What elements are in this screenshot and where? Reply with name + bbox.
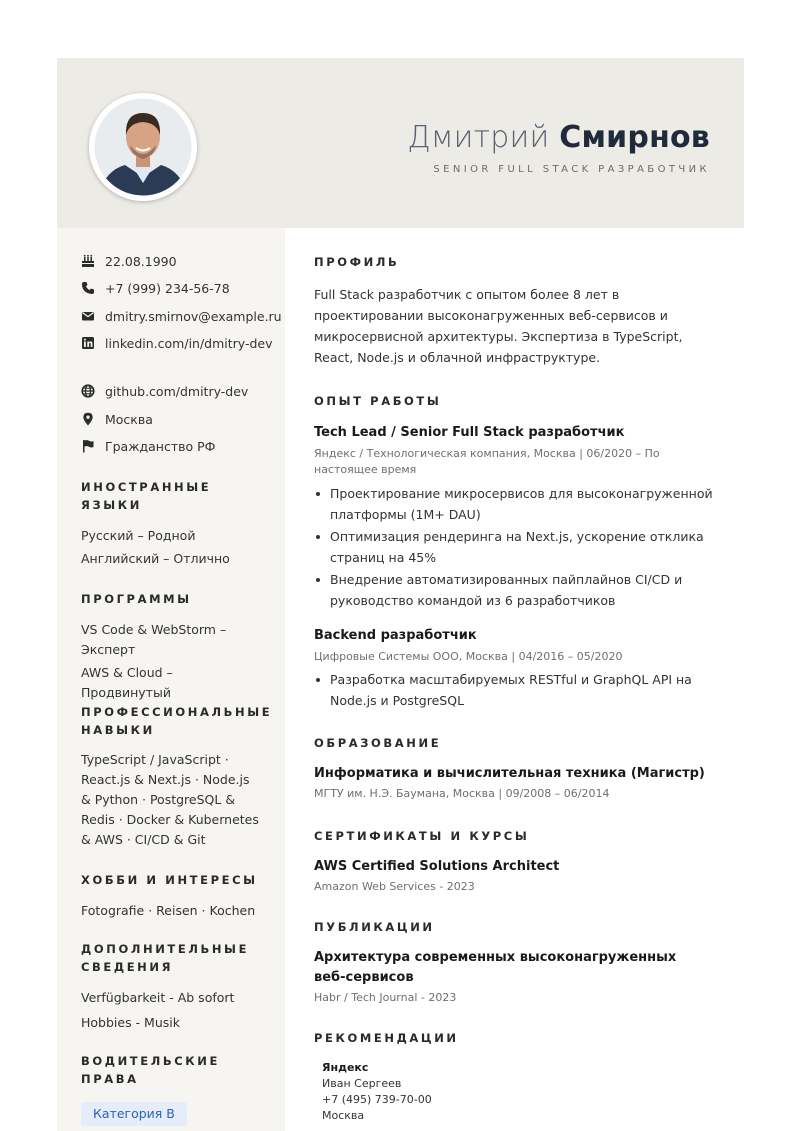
contact-phone[interactable]	[81, 279, 281, 299]
contact-birthdate	[81, 252, 281, 272]
language-item: Русский – Родной	[81, 528, 196, 543]
reference-person: Иван Сергеев	[322, 1077, 402, 1090]
license-badge: Категория B	[81, 1102, 187, 1126]
profile-text: Full Stack разработчик с опытом более 8 лет в проектировании высоконагруженных веб-сервисов и микросервисной архитектуры. Экспертиза в TypeScript, React, Node.js и облачной инфраструктуре.	[314, 287, 683, 365]
job-role: SENIOR FULL STACK РАЗРАБОТЧИК	[433, 164, 710, 175]
reference-city: Москва	[322, 1109, 365, 1122]
section-title-license: ВОДИТЕЛЬСКИЕ ПРАВА	[81, 1054, 220, 1086]
phone-icon	[81, 281, 95, 295]
job-title: Backend разработчик	[314, 628, 477, 643]
full-name	[407, 120, 710, 155]
resume-header	[57, 58, 744, 228]
sidebar	[57, 228, 285, 1131]
contact-text: +7 (999) 234-56-78	[105, 281, 230, 296]
first-name: Дмитрий	[407, 120, 550, 155]
hobbies-text: Fotografie · Reisen · Kochen	[81, 903, 256, 918]
avatar	[89, 93, 197, 201]
language-item: Английский – Отлично	[81, 551, 230, 566]
section-title-hobbies: ХОББИ И ИНТЕРЕСЫ	[81, 873, 258, 887]
job-bullet: Внедрение автоматизированных пайплайнов CI/CD и руководство командой из 6 разработчиков	[330, 569, 722, 611]
email-icon	[81, 309, 95, 323]
education-degree: Информатика и вычислительная техника (Магистр)	[314, 766, 705, 781]
flag-icon	[81, 439, 95, 453]
contact-text: linkedin.com/in/dmitry-dev	[105, 336, 273, 351]
location-pin-icon	[81, 412, 95, 426]
main-content	[285, 228, 744, 1131]
contact-text: github.com/dmitry-dev	[105, 384, 249, 399]
publication-meta: Habr / Tech Journal - 2023	[314, 991, 457, 1004]
contact-text: dmitry.smirnov@example.ru	[105, 309, 282, 324]
job-bullet: Проектирование микросервисов для высоконагруженной платформы (1M+ DAU)	[330, 483, 722, 525]
job-meta: Цифровые Системы ООО, Москва | 04/2016 – 05/2020	[314, 650, 623, 663]
contact-location	[81, 410, 281, 430]
section-title-languages: ИНОСТРАННЫЕ ЯЗЫКИ	[81, 480, 212, 512]
program-item: AWS & Cloud – Продвинутый	[81, 665, 173, 700]
reference-company: Яндекс	[322, 1061, 369, 1074]
section-title-certificates: СЕРТИФИКАТЫ И КУРСЫ	[314, 829, 530, 843]
section-title-skills: ПРОФЕССИОНАЛЬНЫЕ НАВЫКИ	[81, 705, 273, 737]
resume-page	[57, 58, 744, 1131]
contact-github[interactable]	[81, 382, 281, 402]
job-bullet: Оптимизация рендеринга на Next.js, ускорение отклика страниц на 45%	[330, 526, 722, 568]
section-title-publications: ПУБЛИКАЦИИ	[314, 920, 435, 934]
reference-phone: +7 (495) 739-70-00	[322, 1093, 432, 1106]
section-title-education: ОБРАЗОВАНИЕ	[314, 736, 442, 750]
last-name: Смирнов	[559, 120, 710, 155]
contact-text: Москва	[105, 412, 153, 427]
section-title-references: РЕКОМЕНДАЦИИ	[314, 1031, 459, 1045]
avatar-photo	[89, 93, 197, 201]
certificate-meta: Amazon Web Services - 2023	[314, 880, 475, 893]
contact-citizenship	[81, 437, 281, 457]
skills-text: TypeScript / JavaScript · React.js & Next.js · Node.js & Python · PostgreSQL & Redis · Docker & Kubernetes & AWS · CI/CD & Git	[81, 752, 259, 847]
additional-item: Verfügbarkeit - Ab sofort	[81, 990, 235, 1005]
linkedin-icon	[81, 336, 95, 350]
program-item: VS Code & WebStorm – Эксперт	[81, 622, 227, 657]
publication-name: Архитектура современных высоконагруженных веб-сервисов	[314, 950, 677, 985]
section-title-additional: ДОПОЛНИТЕЛЬНЫЕ СВЕДЕНИЯ	[81, 942, 250, 974]
contact-text: 22.08.1990	[105, 254, 177, 269]
contact-email[interactable]	[81, 307, 281, 327]
job-bullet: Разработка масштабируемых RESTful и GraphQL API на Node.js и PostgreSQL	[330, 669, 722, 711]
section-title-experience: ОПЫТ РАБОТЫ	[314, 394, 442, 408]
birthday-cake-icon	[81, 254, 95, 268]
additional-item: Hobbies - Musik	[81, 1015, 180, 1030]
job-meta: Яндекс / Технологическая компания, Москва | 06/2020 – По настоящее время	[314, 447, 660, 476]
contact-text: Гражданство РФ	[105, 439, 216, 454]
education-meta: МГТУ им. Н.Э. Баумана, Москва | 09/2008 – 06/2014	[314, 787, 610, 800]
section-title-profile: ПРОФИЛЬ	[314, 255, 400, 269]
job-title: Tech Lead / Senior Full Stack разработчик	[314, 425, 625, 440]
globe-icon	[81, 384, 95, 398]
section-title-programs: ПРОГРАММЫ	[81, 592, 192, 606]
certificate-name: AWS Certified Solutions Architect	[314, 859, 560, 874]
contact-linkedin[interactable]	[81, 334, 281, 354]
